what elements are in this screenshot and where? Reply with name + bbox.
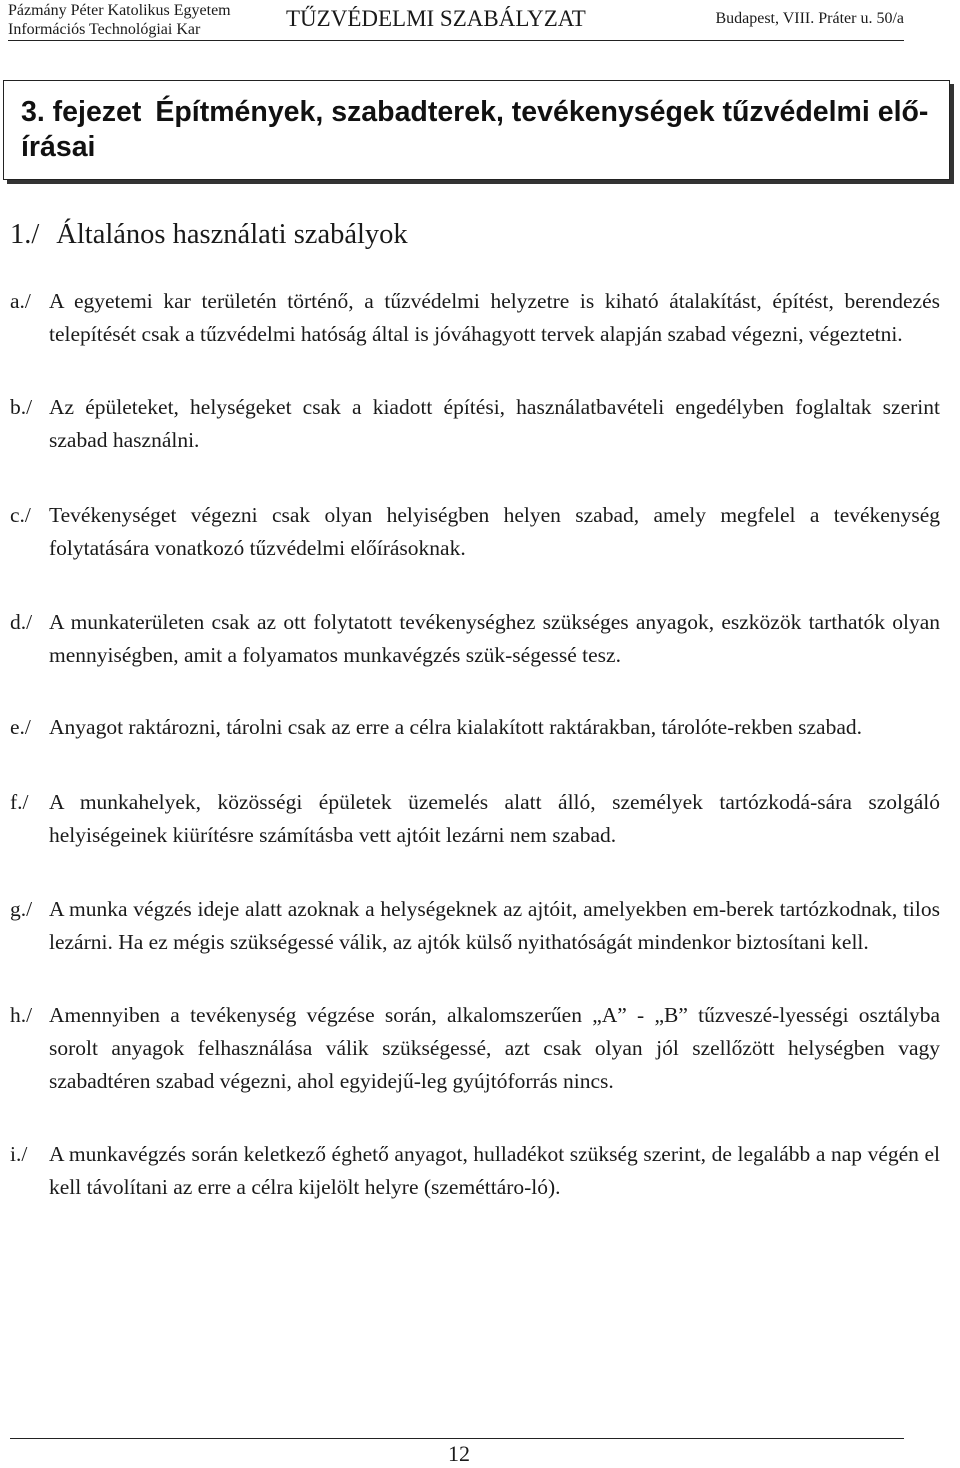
header-university: Pázmány Péter Katolikus Egyetem xyxy=(8,2,231,19)
chapter-heading-box xyxy=(3,80,950,180)
rules-list xyxy=(10,285,940,1204)
header-institution xyxy=(8,1,231,39)
rule-text: Tevékenységet végezni csak olyan helyiségben helyen szabad, amely megfelel a tevékenység folytatására vonatkozó tűzvédelmi előírásoknak. xyxy=(49,503,940,560)
rule-text: Anyagot raktározni, tárolni csak az erre a célra kialakított raktárakban, tárolóte-rekben szabad. xyxy=(49,715,863,739)
rule-label: g./ xyxy=(10,897,33,921)
rule-text: Amennyiben a tevékenység végzése során, alkalomszerűen „A” - „B” tűzveszé-lyességi osztályba sorolt anyagok felhasználása válik szükségessé, azt csak olyan jól szellőzött helységben vagy szabadtéren szabad végezni, ahol egyidejű-leg gyújtóforrás nincs. xyxy=(49,1003,940,1093)
header-faculty: Információs Technológiai Kar xyxy=(8,21,201,38)
rule-label: f./ xyxy=(10,790,29,814)
rule-item-e xyxy=(10,711,940,744)
header-address: Budapest, VIII. Práter u. 50/a xyxy=(715,10,904,27)
rule-text: A munkavégzés során keletkező éghető anyagot, hulladékot szükség szerint, de legalább a nap végén el kell távolítani az erre a célra kijelölt helyre (szeméttáro-ló). xyxy=(49,1142,940,1199)
rule-item-d xyxy=(10,606,940,672)
rule-label: e./ xyxy=(10,715,31,739)
rule-item-c xyxy=(10,499,940,565)
header-document-title: TŰZVÉDELMI SZABÁLYZAT xyxy=(286,6,586,31)
page-number: 12 xyxy=(448,1441,470,1466)
rule-label: d./ xyxy=(10,610,33,634)
section-title: Általános használati szabályok xyxy=(56,219,408,250)
rule-label: h./ xyxy=(10,1003,33,1027)
rule-text: A munka végzés ideje alatt azoknak a helységeknek az ajtóit, amelyekben em-berek tartózkodnak, tilos lezárni. Ha ez mégis szükségessé válik, az ajtók külső nyithatóságát mindenkor biztosítani kell. xyxy=(49,897,940,954)
rule-label: b./ xyxy=(10,395,33,419)
section-heading xyxy=(10,218,408,252)
rule-text: A egyetemi kar területén történő, a tűzvédelmi helyzetre is kiható átalakítást, építést, berendezés telepítését csak a tűzvédelmi hatóság által is jóváhagyott tervek alapján szabad végezni, végeztetni. xyxy=(49,289,940,346)
rule-item-g xyxy=(10,893,940,959)
rule-text: A munkaterületen csak az ott folytatott tevékenységhez szükséges anyagok, eszközök tarthatók olyan mennyiségben, amit a folyamatos munkavégzés szük-ségessé tesz. xyxy=(49,610,940,667)
page-header xyxy=(8,0,904,41)
section-number: 1./ xyxy=(10,219,40,250)
rule-item-h xyxy=(10,999,940,1098)
rule-item-i xyxy=(10,1138,940,1204)
rule-text: Az épületeket, helységeket csak a kiadott építési, használatbavételi engedélyben foglaltak szerint szabad használni. xyxy=(49,395,940,452)
rule-text: A munkahelyek, közösségi épületek üzemelés alatt álló, személyek tartózkodá-sára szolgáló helyiségeinek kiürítésre számításba vett ajtóit lezárni nem szabad. xyxy=(49,790,940,847)
rule-label: i./ xyxy=(10,1142,28,1166)
rule-label: a./ xyxy=(10,289,31,313)
chapter-title: Építmények, szabadterek, tevékenységek tűzvédelmi elő-írásai xyxy=(21,96,929,163)
chapter-number: 3. fejezet xyxy=(21,96,142,128)
rule-item-a xyxy=(10,285,940,351)
rule-label: c./ xyxy=(10,503,31,527)
footer-divider xyxy=(10,1438,904,1439)
rule-item-f xyxy=(10,786,940,852)
rule-item-b xyxy=(10,391,940,457)
